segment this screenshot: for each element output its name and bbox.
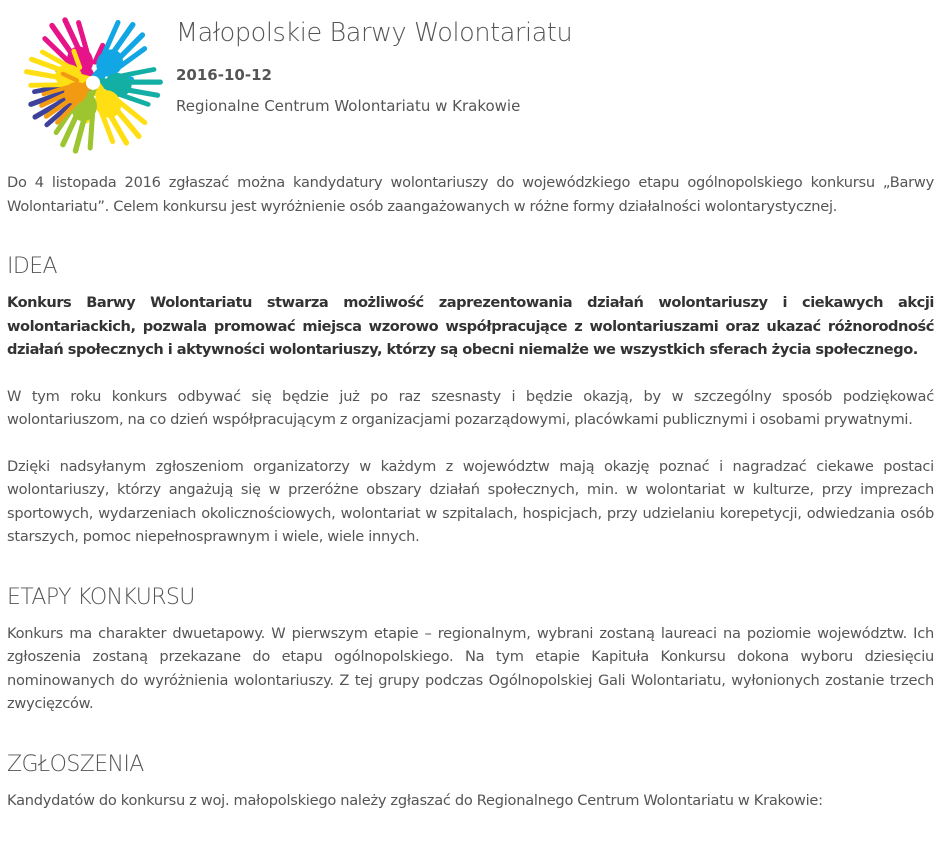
publication-date: 2016-10-12 [176, 66, 272, 84]
author-organization: Regionalne Centrum Wolontariatu w Krakowie [176, 97, 521, 115]
idea-paragraph: Dzięki nadsyłanym zgłoszeniom organizatorzy w każdym z województw mają okazję poznać i nagradzać ciekawe postaci wolontariuszy, którzy angażują się w przeróżne obszary działań społecznych, min. w wolontariat w kulturze, przy imprezach sportowych, wydarzeniach okolicznościowych, wolontariat w szpitalach, hospicjach, przy udzielaniu korepetycji, odwiedzania osób starszych, pomoc niepełnosprawnym i wiele, wiele innych. [7, 457, 934, 545]
section-heading-zgloszenia: ZGŁOSZENIA [7, 751, 144, 777]
idea-lead-paragraph: Konkurs Barwy Wolontariatu stwarza możliwość zaprezentowania działań wolontariuszy i ciekawych akcji wolontariackich, pozwala promować miejsca wzorowo współpracujące z wolontariuszami oraz ukazać różnorodność działań społecznych i aktywności wolontariuszy, którzy są obecni niemalże we wszystkich sferach życia społecznego. [7, 294, 934, 358]
section-heading-etapy: ETAPY KONKURSU [7, 584, 195, 610]
article-body [7, 171, 934, 812]
idea-paragraph: W tym roku konkurs odbywać się będzie już po raz szesnasty i będzie okazją, by w szczególny sposób podziękować wolontariuszom, na co dzień współpracującym z organizacjami pozarządowymi, placówkami publicznymi i osobami prywatnymi. [7, 387, 934, 428]
etapy-paragraph: Konkurs ma charakter dwuetapowy. W pierwszym etapie – regionalnym, wybrani zostaną laureaci na poziomie województw. Ich zgłoszenia zostaną przekazane do etapu ogólnopolskiego. Na tym etapie Kapituła Konkursu dokona wyboru dziesięciu nominowanych do wyróżnienia wolontariuszy. Z tej grupy podczas Ogólnopolskiej Gali Wolontariatu, wyłonionych zostanie trzech zwycięzców. [7, 624, 934, 712]
zgloszenia-paragraph: Kandydatów do konkursu z woj. małopolskiego należy zgłaszać do Regionalnego Centrum Wolontariatu w Krakowie: [7, 791, 823, 809]
page-title: Małopolskie Barwy Wolontariatu [176, 18, 573, 48]
section-heading-idea: IDEA [7, 254, 57, 279]
intro-paragraph: Do 4 listopada 2016 zgłaszać można kandydatury wolontariuszy do wojewódzkiego etapu ogólnopolskiego konkursu „Barwy Wolontariatu”. Celem konkursu jest wyróżnienie osób zaangażowanych w różne formy działalności wolontarystycznej. [7, 174, 934, 215]
article-header [0, 0, 946, 160]
colorful-hands-logo-icon [22, 12, 164, 158]
